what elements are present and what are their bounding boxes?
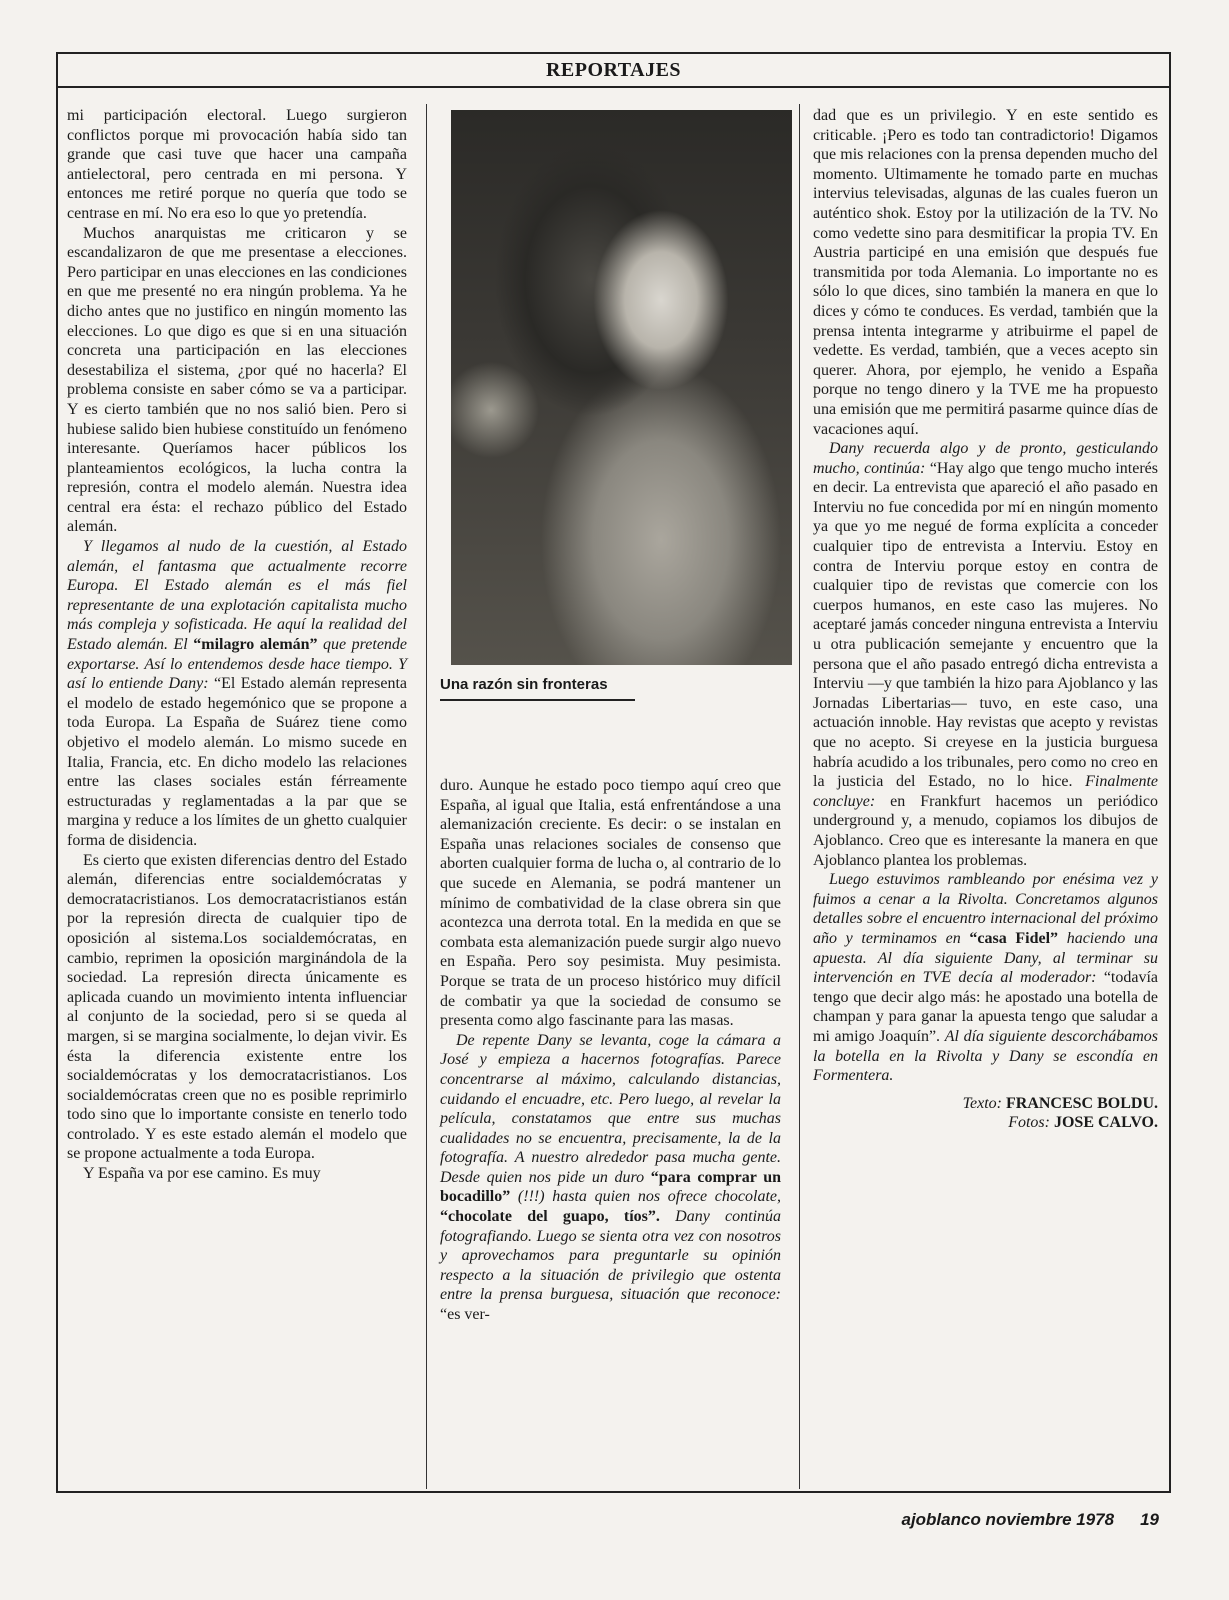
italic-text: Finalmente concluye:	[813, 773, 1159, 810]
column-rule-right	[799, 104, 800, 1489]
italic-text: Luego estuvimos rambleando por enésima vez y fuimos a cenar a la Rivolta. Concretamos algunos detalles sobre el encuentro internacional del próximo año y terminamos en	[813, 871, 1158, 947]
paragraph	[440, 1031, 781, 1325]
text-credit	[813, 1094, 1158, 1114]
paragraph: Muchos anarquistas me criticaron y se escandalizaron de que me presentase a elecciones. Pero participar en unas elecciones en las condiciones en que me presenté no era ningún problema. Ya he dicho antes que no justifico en ningún momento las elecciones. Lo que digo es que si en una situación concreta una participación en las elecciones desestabiliza el sistema, ¿por qué no hacerla? El problema consiste en saber cómo se va a participar. Y es cierto también que no nos salió bien. Pero si hubiese salido bien hubiese constituído un fenómeno interesante. Queríamos hacer públicos los planteamientos ecológicos, la lucha contra la represión, contra el modelo alemán. Nuestra idea central era ésta: el rechazo público del Estado alemán.	[67, 224, 407, 536]
quote-text: “es ver-	[440, 1306, 490, 1324]
credit-name: JOSE CALVO.	[1053, 1114, 1158, 1132]
paragraph: Y España va por ese camino. Es muy	[83, 1165, 321, 1183]
credit-label: Texto:	[962, 1094, 1002, 1112]
quote-text: en Frankfurt hacemos un periódico underground y, a menudo, copiamos los dibujos de Ajoblanco. Creo que es interesante la manera en que Ajoblanco plantea los problemas.	[813, 792, 1159, 869]
bold-text: “para comprar un bocadillo”	[440, 1168, 782, 1206]
credit-name: FRANCESC BOLDU.	[1005, 1094, 1158, 1112]
paragraph: Es cierto que existen diferencias dentro del Estado alemán, diferencias entre socialdemócratas y democratacristianos. Los democratacristianos están por la represión directa de cualquier tipo de oposición al sistema.Los socialdemócratas, en cambio, reprimen la oposición marginándola de la sociedad. La represión directa únicamente es aplicada cuando un movimiento intenta influenciar al conjunto de la sociedad, pero si se queda al margen, si se margina socialmente, lo dejan vivir. Es ésta la diferencia existente entre los socialdemócratas y los democratacristianos. Los socialdemócratas creen que no es posible reprimirlo todo sino que lo importante consiste en tenerlo todo controlado. Y es este estado alemán el modelo que se propone actualmente a toda Europa.	[67, 851, 407, 1163]
credit-label: Fotos:	[1008, 1114, 1050, 1132]
portrait-photo	[451, 110, 792, 665]
paragraph: mi participación electoral. Luego surgieron conflictos porque mi provocación había sido tan grande que casi tuve que hacer una campaña antielectoral, pero centrada en mi persona. Y entonces me retiré porque no quería que todo se centrase en mí. No era eso lo que yo pretendía.	[67, 107, 407, 222]
section-header: REPORTAJES	[56, 52, 1171, 88]
italic-text: que pretende exportarse. Así lo entendemos desde hace tiempo. Y así lo entiende Dany:	[67, 636, 408, 693]
paragraph	[67, 537, 407, 851]
italic-text: haciendo una apuesta. Al día siguiente Dany, al terminar su intervención en TVE decía al moderador:	[813, 929, 1159, 987]
bold-text: “chocolate del guapo, tíos”.	[440, 1208, 660, 1226]
quote-text: “El Estado alemán representa el modelo de estado hegemónico que se propone a toda Europa. La España de Suárez tiene como objetivo el modelo alemán. Lo mismo sucede en Italia, Francia, etc. En dicho modelo las relaciones entre las clases sociales están férreamente estructuradas y reglamentadas a la par que se margina y reduce a los límites de un ghetto cualquier forma de disidencia.	[67, 675, 408, 849]
paragraph	[813, 439, 1158, 870]
quote-text: “todavía tengo que decir algo más: he apostado una botella de champan y para ganar la apuesta tengo que saludar a mi amigo Joaquín”.	[813, 969, 1159, 1045]
bold-text: “milagro alemán”	[193, 636, 318, 654]
italic-text: Dany recuerda algo y de pronto, gesticulando mucho, continúa:	[813, 440, 1158, 477]
bold-text: “casa Fidel”	[969, 929, 1059, 947]
photo-credit	[813, 1113, 1158, 1133]
article-column-1	[67, 106, 407, 1184]
page-footer	[901, 1510, 1159, 1530]
column-rule-left	[426, 104, 427, 1489]
quote-text: “Hay algo que tengo mucho interés en decir. La entrevista que apareció el año pasado en Interviu no fue concedida por mí en ningún momento ya que yo me negué de forma explícita a conceder cualquier tipo de entrevista a Interviu. Estoy en contra de Interviu porque estoy en contra de cualquier tipo de revistas que comercie con los cuerpos humanos, en este caso las mujeres. No aceptaré jamás conceder ninguna entrevista a Interviu u otra publicación semejante y encuentro que la persona que el año pasado entregó dicha entrevista a Interviu —y que también la hizo para Ajoblanco y las Jornadas Libertarias— tuvo, en este caso, una actuación innoble. Hay revistas que acepto y revistas que no acepto. Si creyese en la justicia burguesa habría acudido a los tribunales, pero como no creo en la justicia del Estado, no lo hice.	[813, 459, 1159, 791]
italic-text: Y llegamos al nudo de la cuestión, al Estado alemán, el fantasma que actualmente recorre Europa. El Estado alemán es el más fiel representante de una explotación capitalista mucho más compleja y sofisticada. He aquí la realidad del Estado alemán. El	[67, 538, 407, 654]
italic-text: Dany continúa fotografiando. Luego se sienta otra vez con nosotros y aprovechamos para preguntarle su opinión respecto a la situación de privilegio que ostenta entre la prensa burguesa, situación que reconoce:	[440, 1208, 782, 1304]
italic-text: Al día siguiente descorchábamos la botella en la Rivolta y Dany se escondía en Formentera.	[813, 1027, 1159, 1085]
paragraph: duro. Aunque he estado poco tiempo aquí creo que España, al igual que Italia, está enfrentándose a una alemanización creciente. Es decir: o se instalan en España unas relaciones sociales de consenso que aborten cualquier forma de lucha o, al contrario de lo que sucede en Alemania, se podrá mantener un mínimo de combatividad de la clase obrera sin que acontezca una derrota total. En la medida en que se combata esta alemanización puede surgir algo nuevo en España. Pero soy pesimista. Muy pesimista. Porque se trata de un proceso histórico muy difícil de combatir ya que la sociedad de consumo se presenta como algo fascinante para las masas.	[440, 777, 781, 1030]
paragraph	[813, 870, 1158, 1086]
photo-caption: Una razón sin fronteras	[440, 676, 635, 701]
italic-text: (!!!) hasta quien nos ofrece chocolate,	[517, 1188, 781, 1206]
page-number: 19	[1140, 1510, 1159, 1529]
article-column-2	[440, 776, 781, 1325]
italic-text: De repente Dany se levanta, coge la cámara a José y empieza a hacernos fotografías. Parece concentrarse al máximo, calculando distancias, cuidando el encuadre, etc. Pero luego, al revelar la película, constatamos que entre sus muchas cualidades no se encuentra, precisamente, la de la fotografía. A nuestro alrededor pasa mucha gente. Desde quien nos pide un duro	[440, 1031, 781, 1186]
paragraph: dad que es un privilegio. Y en este sentido es criticable. ¡Pero es todo tan contradictorio! Digamos que mis relaciones con la prensa dependen mucho del momento. Ultimamente he tomado parte en muchas intervius televisadas, algunas de las cuales fueron un auténtico shok. Estoy por la utilización de la TV. No como vedette sino para desmitificar la propia TV. En Austria participé en una emisión que después fue transmitida por toda Alemania. Lo importante no es sólo lo que dices, sino también la manera en que lo dices y cómo te conduces. Es verdad, también que la prensa intenta integrarme y atribuirme el papel de vedette. Es verdad, también, que a veces acepto sin querer. Ahora, por ejemplo, he venido a España porque no tengo dinero y la TVE me ha propuesto una emisión que me permitirá pasarme quince días de vacaciones aquí.	[813, 107, 1158, 438]
publication-line: ajoblanco noviembre 1978	[901, 1510, 1115, 1529]
article-column-3	[813, 106, 1158, 1133]
